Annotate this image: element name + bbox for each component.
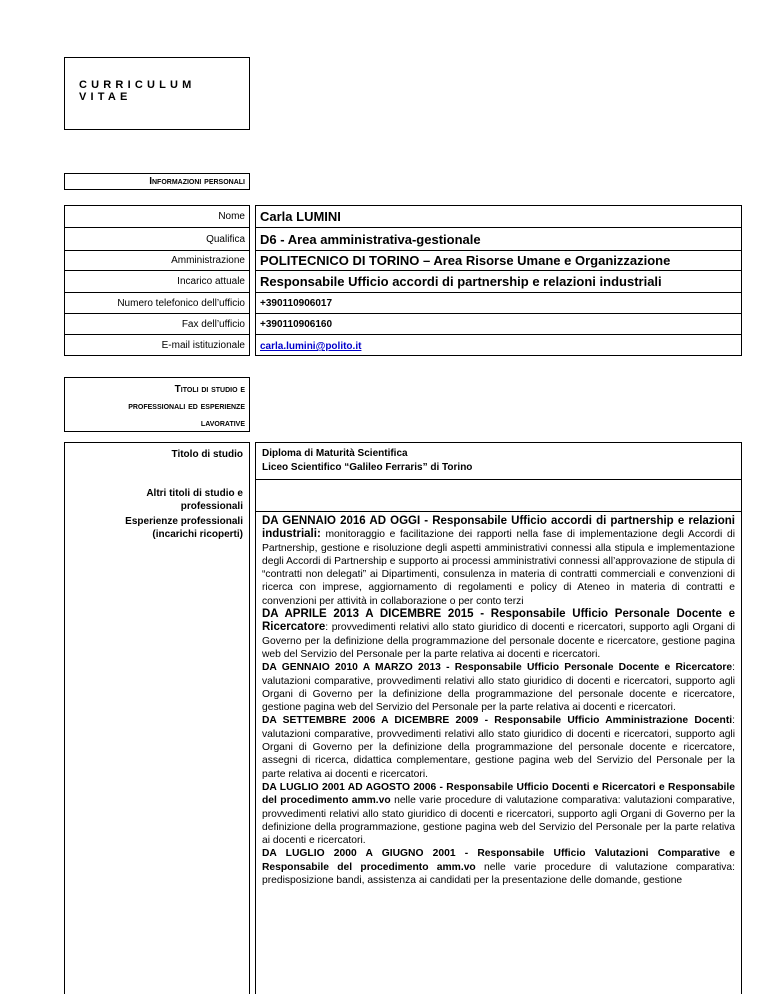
cv-title-box [64, 57, 250, 130]
label-fax: Fax dell’ufficio [65, 314, 250, 335]
label-incarico: Incarico attuale [65, 271, 250, 293]
label-esperienze: Esperienze professionali (incarichi ricoperti) [125, 516, 243, 540]
cv-title: CURRICULUM VITAE [79, 79, 196, 103]
study-value: Diploma di Maturità Scientifica Liceo Scientifico “Galileo Ferraris” di Torino [255, 442, 742, 480]
experience-item: DA SETTEMBRE 2006 A DICEMBRE 2009 - Responsabile Ufficio Amministrazione Docenti: valutazioni comparative, provvedimenti relativi allo stato giuridico di docenti e ricercatori, supporto agli Organi di Governo per la definizione della programmazione del personale docente e ricercatore, assegni di ricerca, didattica complementare, gestione pagina web del Servizio del Personale per la parte relativa ai docenti e ricercatori. [262, 715, 735, 780]
personal-info-heading: Informazioni personali [64, 173, 250, 190]
titles-heading: Titoli di studio e professionali ed esperienze lavorative [64, 377, 250, 432]
titles-labels-column [64, 442, 250, 994]
value-amministrazione: POLITECNICO DI TORINO – Area Risorse Umane e Organizzazione [256, 251, 742, 271]
value-fax: +390110906160 [256, 314, 742, 335]
label-nome: Nome [65, 206, 250, 228]
email-link[interactable]: carla.lumini@polito.it [260, 341, 362, 352]
label-altri-titoli: Altri titoli di studio e professionali [146, 488, 243, 512]
experience-item: DA APRILE 2013 A DICEMBRE 2015 - Responsabile Ufficio Personale Docente e Ricercatore: provvedimenti relativi allo stato giuridico di docenti e ricercatori, supporto agli Organi di Governo per la definizione della programmazione del personale docente e ricercatore, gestione pagina web del Servizio del Personale per la parte relativa ai docenti e ricercatori. [262, 608, 735, 660]
label-qualifica: Qualifica [65, 228, 250, 251]
experience-item: DA LUGLIO 2000 A GIUGNO 2001 - Responsabile Ufficio Valutazioni Comparative e Responsabile del procedimento amm.vo nelle varie procedure di valutazione comparativa: predisposizione bandi, assistenza ai candidati per la presentazione delle domande, gestione [262, 848, 735, 887]
label-amministrazione: Amministrazione [65, 251, 250, 271]
personal-info-labels [64, 205, 250, 356]
value-incarico: Responsabile Ufficio accordi di partnership e relazioni industriali [256, 271, 742, 293]
value-telefono: +390110906017 [256, 293, 742, 314]
experience-item: DA GENNAIO 2010 A MARZO 2013 - Responsabile Ufficio Personale Docente e Ricercatore: valutazioni comparative, provvedimenti relativi allo stato giuridico di docenti e ricercatori, supporto agli Organi di Governo per la definizione della programmazione del personale docente e ricercatore, gestione pagina web del Servizio del Personale per la parte relativa ai docenti e ricercatori. [262, 662, 735, 714]
experience-item: DA GENNAIO 2016 AD OGGI - Responsabile Ufficio accordi di partnership e relazioni industriali: monitoraggio e facilitazione dei rapporti nella fase di implementazione degli Accordi di Partnership, gestione e risoluzione degli aspetti amministrativi connessi alla stipula e implementazione degli Accordi di Partnership e supporto ai processi amministrativi connessi all’approvazione de stipula di “contratti non delegati” ai Dipartimenti, consulenza in materia di contratti commerciali e convenzioni di ricerca con imprese, aggiornamento di regolamenti e policy di Ateneo in materia di contratti e convenzioni per attività in collaborazione o per conto terzi [262, 515, 735, 607]
value-nome: Carla LUMINI [256, 206, 742, 228]
personal-info-values [255, 205, 742, 356]
other-titles-value [255, 480, 742, 512]
experience-list [255, 512, 742, 994]
value-qualifica: D6 - Area amministrativa-gestionale [256, 228, 742, 251]
label-email: E-mail istituzionale [65, 335, 250, 356]
experience-item: DA LUGLIO 2001 AD AGOSTO 2006 - Responsabile Ufficio Docenti e Ricercatori e Responsabile del procedimento amm.vo nelle varie procedure di valutazione comparativa: valutazioni comparative, provvedimenti relativi allo stato giuridico di docenti e ricercatori, supporto agli Organi di Governo per la definizione della programmazione, gestione pagina web del Servizio del Personale per la parte relativa ai docenti e ricercatori. [262, 781, 735, 847]
label-telefono: Numero telefonico dell’ufficio [65, 293, 250, 314]
label-titolo-studio: Titolo di studio [171, 449, 243, 460]
